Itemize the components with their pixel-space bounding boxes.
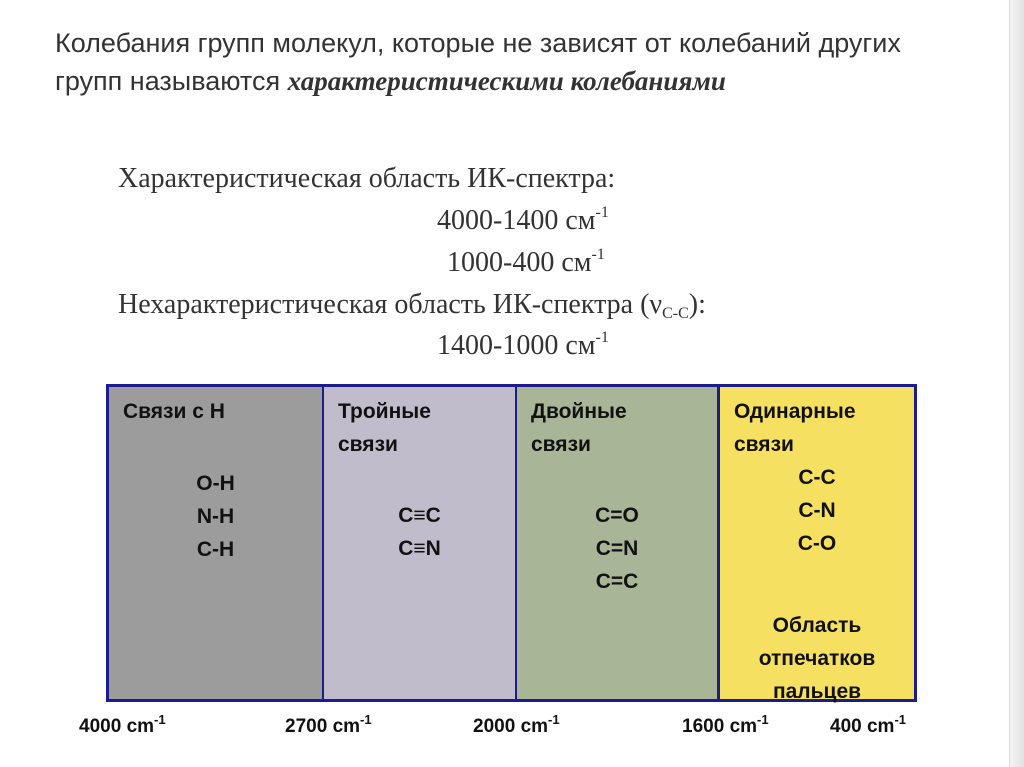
fingerprint-region-label: Область отпечатков пальцев <box>758 614 876 703</box>
ir-bands-table <box>106 384 917 702</box>
bond-ch: C-H <box>196 538 235 561</box>
band-bond-list <box>324 499 515 565</box>
bond-cc-single: C-C <box>798 466 836 489</box>
bond-cc-double: C=C <box>595 570 639 593</box>
range-4000-1400: 4000-1400 $см^{-1}$ <box>437 204 609 236</box>
characteristic-region-title: Характеристическая область ИК-спектра: <box>118 163 616 194</box>
axis-tick-400: 400 $cm^{-1}$ <box>830 712 907 737</box>
bond-co-single: C-O <box>797 532 837 555</box>
intro-paragraph <box>55 24 975 100</box>
bond-nh: N-H <box>196 505 235 528</box>
band-triple-bonds <box>322 387 515 699</box>
band-header: Одинарные связи <box>734 400 856 456</box>
band-header: Тройные связи <box>338 400 431 456</box>
bond-cn-single: C-N <box>798 499 836 522</box>
band-bond-list <box>109 467 322 566</box>
bond-cn-triple: C≡N <box>398 537 441 560</box>
band-bond-list <box>720 461 914 560</box>
intro-emphasis: характеристическими колебаниями <box>287 66 726 96</box>
bond-cc-triple: C≡C <box>398 504 441 527</box>
band-single-bonds <box>717 387 914 703</box>
bond-co-double: C=O <box>595 504 639 527</box>
band-double-bonds <box>515 387 717 699</box>
range-1000-400: 1000-400 $см^{-1}$ <box>447 246 605 278</box>
axis-tick-2000: 2000 $cm^{-1}$ <box>473 712 560 737</box>
band-bond-list <box>517 499 717 598</box>
slide-edge <box>1009 0 1024 767</box>
axis-tick-2700: 2700 $cm^{-1}$ <box>285 712 372 737</box>
intro-text: Колебания групп молекул, которые не зависят от колебаний других групп называются <box>55 28 901 96</box>
range-1400-1000: 1400-1000 $см^{-1}$ <box>437 329 609 361</box>
band-h-bonds <box>109 387 322 699</box>
noncharacteristic-region-title: Нехарактеристическая область ИК-спектра $(\nu_{C-C})$: <box>118 289 706 322</box>
bond-oh: O-H <box>196 472 235 495</box>
axis-tick-4000: 4000 $cm^{-1}$ <box>79 712 166 737</box>
band-header: Двойные связи <box>531 400 627 456</box>
band-header: Связи с Н <box>123 400 225 423</box>
bond-cn-double: C=N <box>595 537 639 560</box>
axis-tick-1600: 1600 $cm^{-1}$ <box>682 712 769 737</box>
